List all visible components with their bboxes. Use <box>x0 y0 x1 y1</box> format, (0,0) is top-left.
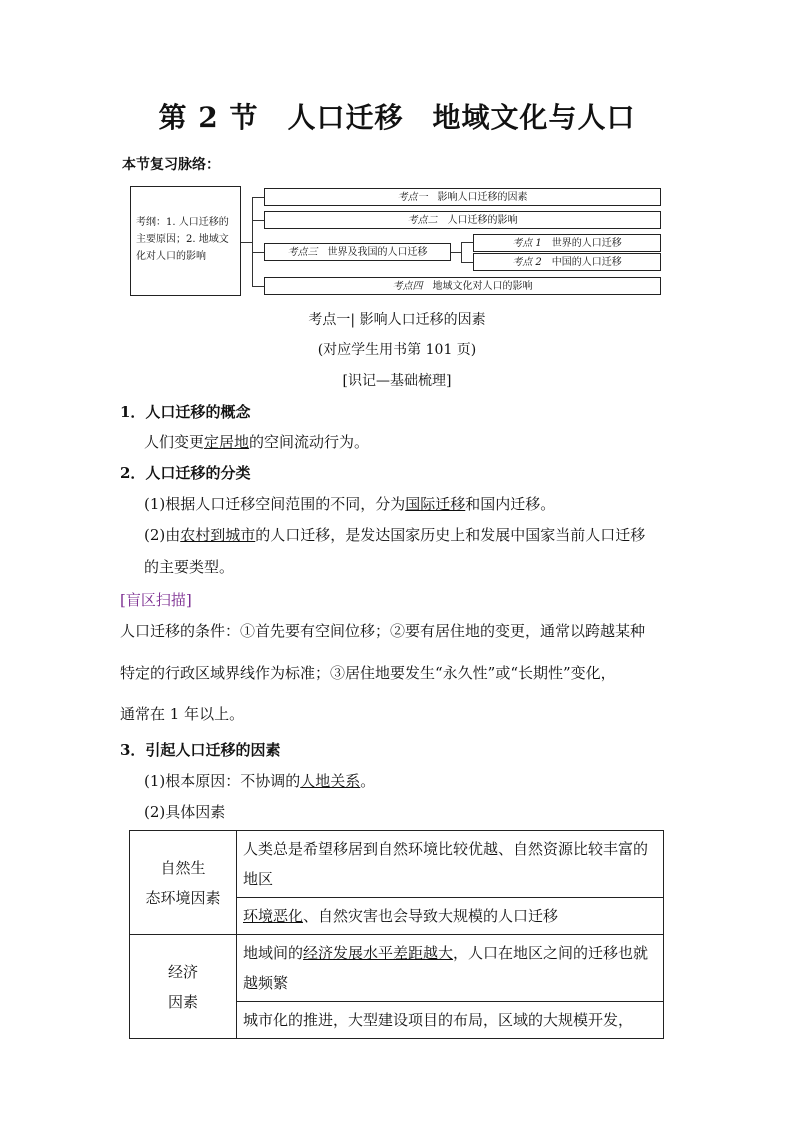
section-title: 考点一| 影响人口迁移的因素 <box>308 312 486 328</box>
connector <box>461 242 462 262</box>
sub-branch-tag: 考点 1 <box>512 238 542 249</box>
text: 和国内迁移。 <box>465 495 556 513</box>
underlined-term: 经济发展水平差距越大 <box>303 944 454 962</box>
heading-2: 2．人口迁移的分类 <box>120 464 251 482</box>
underlined-term: 定居地 <box>204 433 250 451</box>
blind-spot-text: 通常在 1 年以上。 <box>120 705 245 723</box>
underlined-term: 农村到城市 <box>180 526 256 544</box>
connector <box>241 242 252 243</box>
table-row <box>130 935 664 1002</box>
category-label: 因素 <box>167 992 198 1011</box>
text: 地域间的 <box>243 944 304 962</box>
branch-tag: 考点一 <box>397 192 428 203</box>
table-cell <box>237 935 664 1002</box>
table-category-cell <box>130 831 237 935</box>
branch-text: 世界及我国的人口迁移 <box>327 247 428 258</box>
branch-text: 人口迁移的影响 <box>447 215 518 226</box>
blind-spot-text: 人口迁移的条件：①首先要有空间位移；②要有居住地的变更，通常以跨越某种 <box>120 622 646 640</box>
outline-label: 本节复习脉络： <box>122 157 220 173</box>
text: 、自然灾害也会导致大规模的人口迁移 <box>303 907 559 925</box>
branch-text: 影响人口迁移的因素 <box>437 192 528 203</box>
table-cell: 人类总是希望移居到自然环境比较优越、自然资源比较丰富的地区 <box>237 831 664 898</box>
branch-box <box>264 277 661 295</box>
page-title: 第 2 节 人口迁移 地域文化与人口 <box>158 101 636 134</box>
branch-box <box>264 188 661 206</box>
category-label: 经济 <box>167 962 198 981</box>
connector <box>252 197 264 198</box>
text: ，人口在地区之间的迁移也就越频繁 <box>243 944 649 992</box>
connector <box>252 252 264 253</box>
blind-spot-tag: [盲区扫描] <box>120 591 192 609</box>
factors-table <box>129 830 664 1039</box>
connector <box>451 252 461 253</box>
table-cell: 城市化的推进，大型建设项目的布局，区域的大规模开发， <box>237 1002 664 1039</box>
branch-box <box>264 243 451 261</box>
heading-1: 1．人口迁移的概念 <box>120 403 251 421</box>
blind-spot-text: 特定的行政区域界线作为标准；③居住地要发生“永久性”或“长期性”变化， <box>120 664 616 682</box>
sub-branch-box <box>473 253 661 271</box>
branch-box <box>264 211 661 229</box>
text: 的人口迁移，是发达国家历史上和发展中国家当前人口迁移 <box>255 526 646 544</box>
paragraph <box>144 524 645 546</box>
connector <box>252 286 264 287</box>
text: (2)由 <box>144 526 181 544</box>
connector <box>252 220 264 221</box>
book-reference: (对应学生用书第 101 页) <box>317 342 477 358</box>
paragraph <box>144 770 375 792</box>
paragraph: 的主要类型。 <box>144 558 235 576</box>
table-cell <box>237 898 664 935</box>
connector <box>461 262 473 263</box>
sub-branch-tag: 考点 2 <box>512 257 542 268</box>
text: 人们变更 <box>144 433 205 451</box>
sub-branch-text: 中国的人口迁移 <box>551 257 622 268</box>
text: 。 <box>360 772 376 790</box>
table-category-cell <box>130 935 237 1039</box>
sub-branch-text: 世界的人口迁移 <box>551 238 622 249</box>
table-row <box>130 831 664 898</box>
category-label: 态环境因素 <box>145 888 221 907</box>
text: (1)根本原因：不协调的 <box>144 772 301 790</box>
paragraph: (2)具体因素 <box>144 803 226 821</box>
outline-main-text: 考纲：1. 人口迁移的主要原因；2. 地域文化对人口的影响 <box>136 217 229 262</box>
branch-tag: 考点三 <box>287 247 318 258</box>
text: (1)根据人口迁移空间范围的不同，分为 <box>144 495 406 513</box>
branch-tag: 考点二 <box>407 215 438 226</box>
text: 的空间流动行为。 <box>249 433 370 451</box>
connector <box>252 197 253 287</box>
heading-3: 3．引起人口迁移的因素 <box>120 741 281 759</box>
paragraph <box>144 431 369 453</box>
outline-main-box <box>130 186 241 296</box>
underlined-term: 国际迁移 <box>405 495 466 513</box>
underlined-term: 人地关系 <box>300 772 361 790</box>
branch-tag: 考点四 <box>392 281 423 292</box>
paragraph <box>144 493 555 515</box>
sub-branch-box <box>473 234 661 252</box>
underlined-term: 环境恶化 <box>243 907 304 925</box>
branch-text: 地域文化对人口的影响 <box>432 281 533 292</box>
review-tag: [识记—基础梳理] <box>342 373 452 389</box>
connector <box>461 242 473 243</box>
category-label: 自然生 <box>160 858 206 877</box>
